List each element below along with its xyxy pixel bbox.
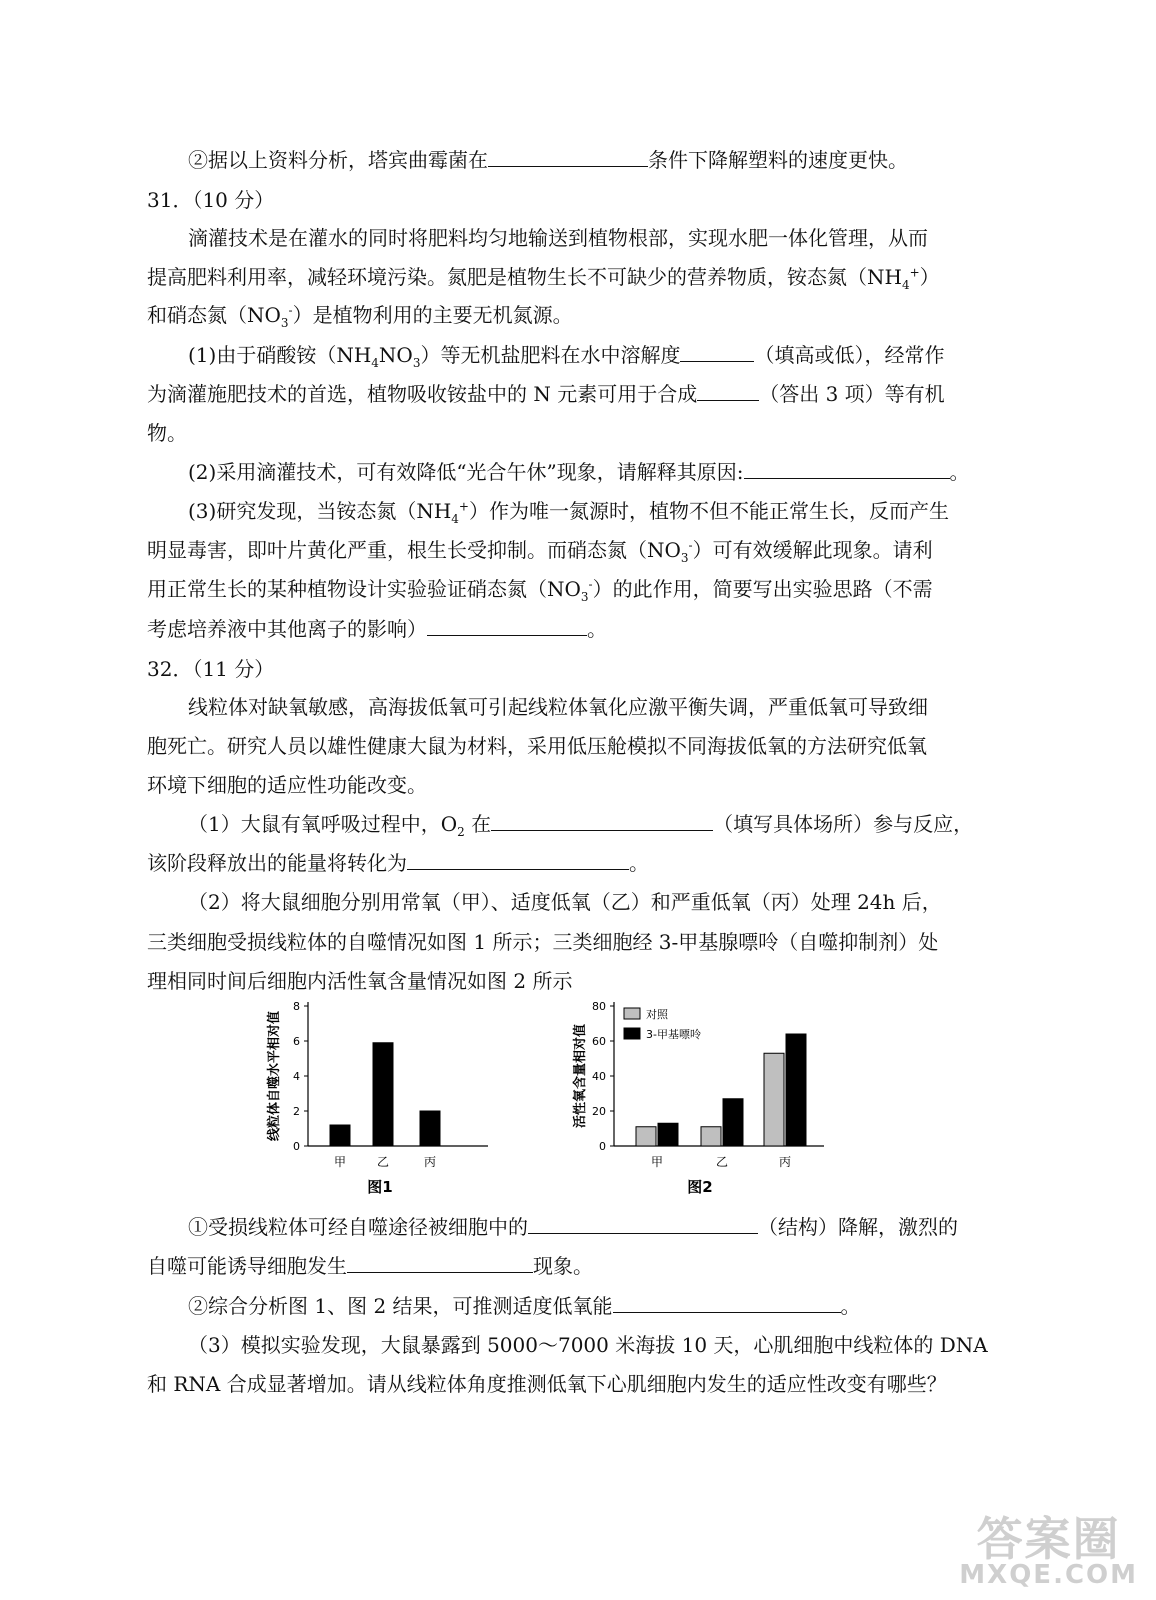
- y-tick-label: 80: [592, 1000, 606, 1013]
- legend-label: 对照: [646, 1008, 668, 1021]
- paragraph-line: 环境下细胞的适应性功能改变。: [147, 773, 427, 797]
- sub-question-3-cont: [147, 536, 933, 564]
- bar: [636, 1127, 656, 1146]
- sub-question-3: [188, 497, 949, 525]
- subscript: 3: [280, 316, 289, 330]
- y-axis-label: 线粒体自噬水平相对值: [267, 1010, 282, 1142]
- text: ②综合分析图 1、图 2 结果，可推测适度低氧能: [188, 1294, 613, 1318]
- text: （1）大鼠有氧呼吸过程中，O: [188, 812, 458, 836]
- text: （填高或低），经常作: [754, 343, 945, 367]
- legend-swatch: [624, 1028, 640, 1039]
- text: 在: [464, 812, 492, 836]
- answer-blank[interactable]: [407, 849, 629, 870]
- bar: [330, 1125, 350, 1146]
- answer-blank[interactable]: [488, 146, 648, 167]
- sub-question-32-1: [188, 810, 973, 838]
- bar: [723, 1099, 743, 1146]
- sub-question-1-cont: [147, 380, 945, 408]
- text: 用正常生长的某种植物设计实验验证硝态氮（NO: [147, 577, 581, 601]
- text: 。: [629, 851, 649, 875]
- y-tick-label: 60: [592, 1035, 606, 1048]
- answer-blank[interactable]: [347, 1252, 533, 1273]
- y-tick-label: 0: [293, 1140, 300, 1153]
- answer-blank[interactable]: [528, 1213, 758, 1234]
- watermark-en: MXQE.COM: [959, 1560, 1138, 1590]
- sub-question-32-3-cont: 和 RNA 合成显著增加。请从线粒体角度推测低氧下心肌细胞内发生的适应性改变有哪些？: [147, 1372, 947, 1396]
- question-31-heading: 31．（10 分）: [147, 188, 275, 212]
- text: (2)采用滴灌技术，可有效降低“光合午休”现象，请解释其原因:: [188, 460, 744, 484]
- subscript: 2: [457, 825, 465, 839]
- text: （结构）降解，激烈的: [758, 1215, 958, 1239]
- bar: [420, 1111, 440, 1146]
- text: 考虑培养液中其他离子的影响）: [147, 617, 427, 641]
- question-32-heading: 32．（11 分）: [147, 657, 275, 681]
- figure-2-bar-chart: [556, 996, 836, 1196]
- text: (1)由于硝酸铵（NH: [188, 343, 372, 367]
- x-tick-label: 乙: [715, 1155, 729, 1169]
- paragraph-line: 线粒体对缺氧敏感，高海拔低氧可引起线粒体氧化应激平衡失调，严重低氧可导致细: [188, 695, 928, 719]
- superscript: -: [588, 577, 593, 592]
- sub-question-2: [188, 458, 970, 486]
- y-tick-label: 0: [599, 1140, 606, 1153]
- figure-caption: 图1: [367, 1178, 393, 1196]
- watermark-logo: [959, 1512, 1138, 1590]
- subscript: 3: [580, 590, 589, 604]
- sub-question-32-2-part-2: [188, 1292, 861, 1320]
- bar: [658, 1123, 678, 1146]
- x-tick-label: 丙: [778, 1155, 792, 1169]
- figure-caption: 图2: [687, 1178, 713, 1196]
- paragraph-line: [147, 263, 940, 291]
- bar: [786, 1034, 806, 1146]
- text: ①受损线粒体可经自噬途径被细胞中的: [188, 1215, 528, 1239]
- text: 。: [949, 460, 970, 484]
- text: （填写具体场所）参与反应，: [713, 812, 974, 836]
- paragraph-line: 胞死亡。研究人员以雄性健康大鼠为材料，采用低压舱模拟不同海拔低氧的方法研究低氧: [147, 734, 927, 758]
- y-tick-label: 40: [592, 1070, 606, 1083]
- sub-question-3-cont: [147, 575, 933, 603]
- legend-label: 3-甲基嘌呤: [646, 1028, 701, 1041]
- text: 该阶段释放出的能量将转化为: [147, 851, 407, 875]
- watermark-cn: 答案圈: [976, 1512, 1121, 1566]
- text: ）: [919, 265, 940, 289]
- paragraph-line: [147, 301, 573, 329]
- bar: [373, 1043, 393, 1146]
- text: 。: [840, 1294, 861, 1318]
- subscript: 4: [451, 512, 459, 526]
- y-axis-label: 活性氧含量相对值: [573, 1023, 588, 1129]
- text: 。: [587, 617, 607, 641]
- sub-question-32-2-part-1-cont: [147, 1252, 593, 1280]
- text: 现象。: [533, 1254, 593, 1278]
- answer-blank[interactable]: [697, 380, 759, 401]
- line-conclusion-2: [188, 146, 908, 174]
- text: ）是植物利用的主要无机氮源。: [292, 303, 573, 327]
- text: 明显毒害，即叶片黄化严重，根生长受抑制。而硝态氮（NO: [147, 538, 681, 562]
- bar: [701, 1127, 721, 1146]
- sub-question-32-2: （2）将大鼠细胞分别用常氧（甲）、适度低氧（乙）和严重低氧（丙）处理 24h 后，: [188, 890, 942, 914]
- superscript: +: [458, 499, 469, 514]
- text: (3)研究发现，当铵态氮（NH: [188, 499, 452, 523]
- superscript: +: [909, 265, 920, 280]
- subscript: 4: [901, 278, 910, 292]
- text: ）等无机盐肥料在水中溶解度: [420, 343, 681, 367]
- y-tick-label: 6: [293, 1035, 300, 1048]
- subscript: 4: [371, 356, 379, 370]
- answer-blank[interactable]: [427, 615, 587, 636]
- text: 提高肥料利用率，减轻环境污染。氮肥是植物生长不可缺少的营养物质，铵态氮（NH: [147, 265, 902, 289]
- sub-question-32-2-end: 理相同时间后细胞内活性氧含量情况如图 2 所示: [147, 969, 573, 993]
- text: ）作为唯一氮源时，植物不但不能正常生长，反而产生: [468, 499, 949, 523]
- y-tick-label: 20: [592, 1105, 606, 1118]
- answer-blank[interactable]: [680, 341, 754, 362]
- text: ②据以上资料分析，塔宾曲霉菌在: [188, 148, 488, 172]
- sub-question-1: [188, 341, 944, 369]
- text: 和硝态氮（NO: [147, 303, 281, 327]
- y-tick-label: 2: [293, 1105, 300, 1118]
- x-tick-label: 丙: [423, 1155, 437, 1169]
- bar: [764, 1053, 784, 1146]
- y-tick-label: 4: [293, 1070, 300, 1083]
- paragraph-line: 滴灌技术是在灌水的同时将肥料均匀地输送到植物根部，实现水肥一体化管理，从而: [188, 226, 928, 250]
- text: ）可有效缓解此现象。请利: [692, 538, 933, 562]
- superscript: -: [288, 303, 293, 318]
- text: NO: [378, 343, 413, 367]
- text: 为滴灌施肥技术的首选，植物吸收铵盐中的 N 元素可用于合成: [147, 382, 698, 406]
- x-tick-label: 甲: [333, 1155, 347, 1169]
- sub-question-32-2-cont: 三类细胞受损线粒体的自噬情况如图 1 所示；三类细胞经 3-甲基腺嘌呤（自噬抑制剂）处: [147, 930, 939, 954]
- superscript: -: [688, 538, 693, 553]
- text: ）的此作用，简要写出实验思路（不需: [592, 577, 933, 601]
- sub-question-3-end: [147, 615, 607, 643]
- y-tick-label: 8: [293, 1000, 300, 1013]
- sub-question-32-2-part-1: [188, 1213, 958, 1241]
- text: 自噬可能诱导细胞发生: [147, 1254, 347, 1278]
- subscript: 3: [680, 551, 689, 565]
- sub-question-32-1-cont: [147, 849, 649, 877]
- answer-blank[interactable]: [491, 810, 713, 831]
- sub-question-1-end: 物。: [147, 421, 187, 445]
- answer-blank[interactable]: [613, 1292, 841, 1313]
- x-tick-label: 甲: [650, 1155, 664, 1169]
- figure-1-bar-chart: [250, 996, 500, 1196]
- text: （答出 3 项）等有机: [759, 382, 945, 406]
- subscript: 3: [412, 356, 421, 370]
- legend-swatch: [624, 1008, 640, 1019]
- answer-blank[interactable]: [744, 458, 950, 479]
- x-tick-label: 乙: [376, 1155, 390, 1169]
- sub-question-32-3: （3）模拟实验发现，大鼠暴露到 5000～7000 米海拔 10 天，心肌细胞中线粒体的 DNA: [188, 1333, 988, 1357]
- text: 条件下降解塑料的速度更快。: [648, 148, 908, 172]
